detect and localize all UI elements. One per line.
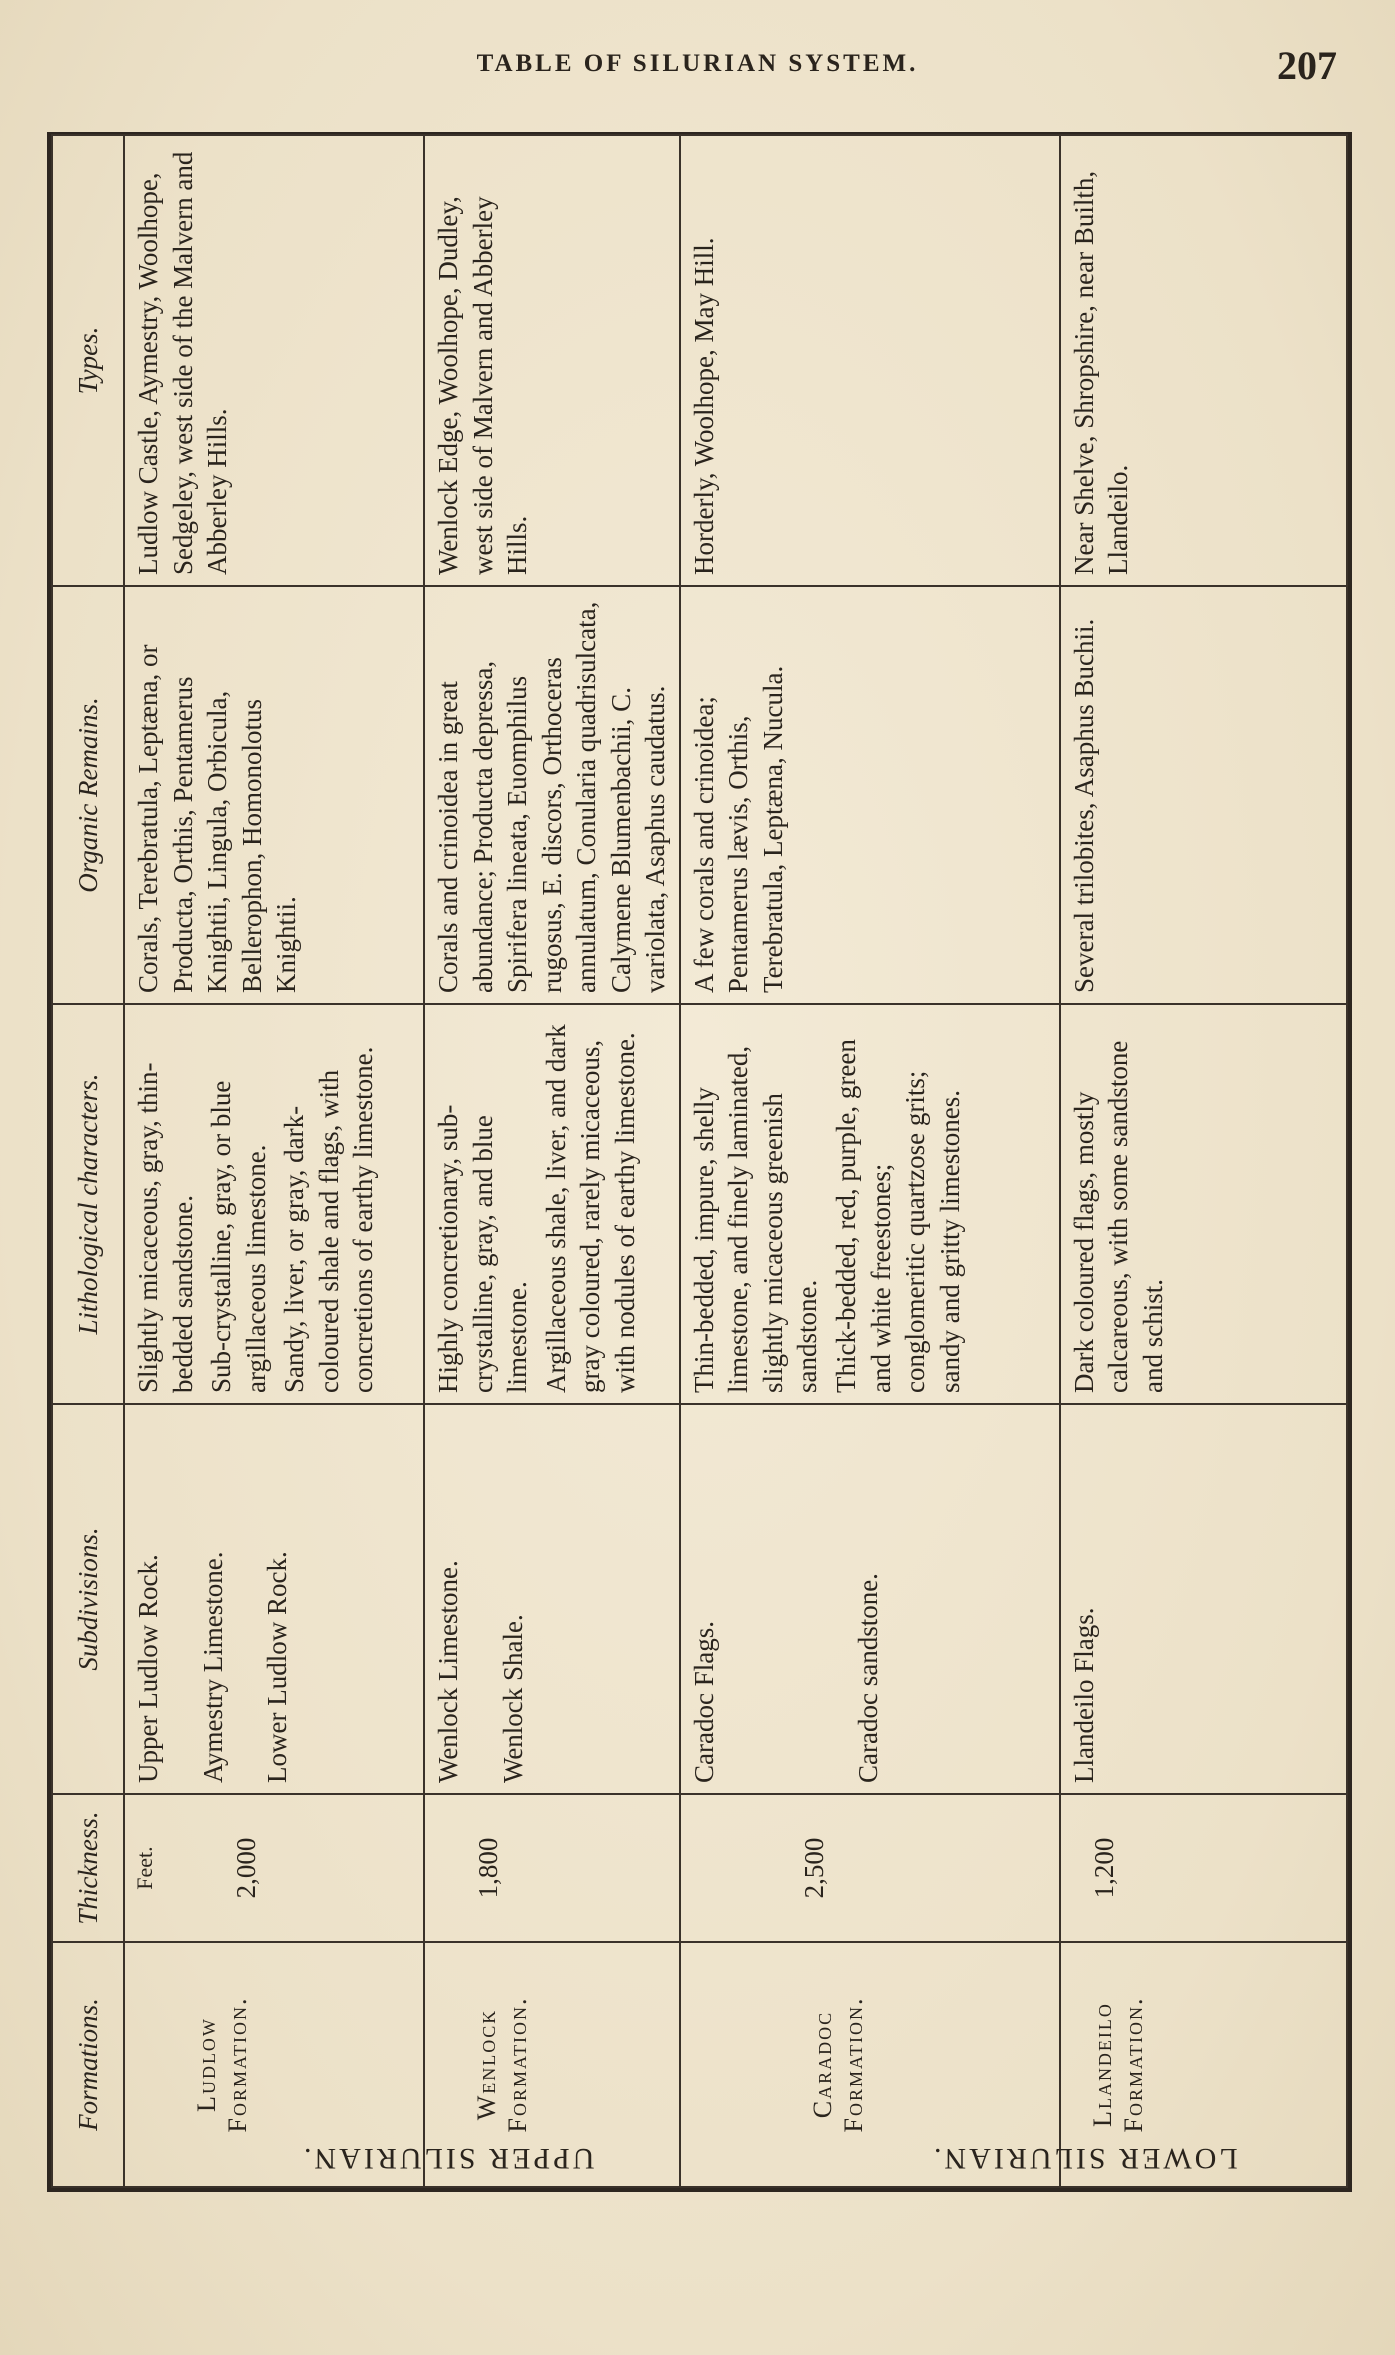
series-label-upper: UPPER SILURIAN. [301, 2142, 595, 2175]
table-row [424, 135, 680, 2187]
subdivision: Aymestry Limestone. [197, 1551, 228, 1783]
subdivision: Caradoc Flags. [688, 1621, 719, 1783]
table-row [680, 135, 1060, 2187]
subdivision: Caradoc sandstone. [853, 1573, 884, 1783]
series-label-lower: LOWER SILURIAN. [931, 2142, 1238, 2175]
formation-name: Caradoc Formation. [807, 1996, 869, 2133]
column-header-thickness: Thickness. [52, 1794, 124, 1942]
lithology-cell [424, 1004, 680, 1404]
lithology-text: Argillaceous shale, liver, and dark gray coloured, rarely micaceous, with nodules of earthy limestone. [540, 1024, 640, 1393]
table-header-row [52, 135, 124, 2187]
silurian-table-frame [47, 132, 1352, 2192]
types-cell: Near Shelve, Shropshire, near Builth, Llandeilo. [1060, 135, 1347, 586]
lithology-cell [680, 1004, 1060, 1404]
column-header-types: Types. [52, 135, 124, 586]
organic-remains-cell: A few corals and crinoidea; Pentamerus lævis, Orthis, Terebratula, Leptæna, Nucula. [680, 586, 1060, 1004]
subdivisions-cell [124, 1404, 424, 1794]
formation-name: Ludlow Formation. [192, 1996, 253, 2133]
rotated-table [51, 136, 1348, 2188]
subdivision: Lower Ludlow Rock. [262, 1551, 293, 1783]
table-row [1060, 135, 1347, 2187]
thickness-cell [424, 1794, 680, 1942]
organic-remains-cell: Corals, Terebratula, Leptæna, or Producta, Orthis, Pentamerus Knightii, Lingula, Orbicula, Bellerophon, Homonolotus Knightii. [124, 586, 424, 1004]
thickness-value: 2,500 [798, 1837, 829, 1899]
page-title: TABLE OF SILURIAN SYSTEM. [476, 50, 919, 77]
column-header-formations: Formations. [52, 1942, 124, 2187]
subdivision: Llandeilo Flags. [1068, 1607, 1099, 1783]
lithology-text: Highly concretionary, sub-crystalline, gray, and blue limestone. [433, 1104, 533, 1393]
lithology-text: Sub-crystalline, gray, or blue argillaceous limestone. [206, 1080, 271, 1393]
subdivision: Upper Ludlow Rock. [133, 1554, 163, 1783]
lithology-text: Thick-bedded, red, purple, green and white freestones; conglomeritic quartzose grits; sandy and gritty limestones. [831, 1039, 965, 1393]
lithology-text: Dark coloured flags, mostly calcareous, with some sandstone and schist. [1068, 1040, 1168, 1393]
types-cell: Ludlow Castle, Aymestry, Woolhope, Sedgeley, west side of the Malvern and Abberley Hills. [124, 135, 424, 586]
thickness-cell [124, 1794, 424, 1942]
lithology-cell [124, 1004, 424, 1404]
thickness-cell [680, 1794, 1060, 1942]
subdivisions-cell [1060, 1404, 1347, 1794]
thickness-value: 1,200 [1088, 1837, 1119, 1899]
subdivisions-cell [680, 1404, 1060, 1794]
silurian-table [51, 134, 1348, 2188]
column-header-lithology: Lithological characters. [52, 1004, 124, 1404]
subdivisions-cell [424, 1404, 680, 1794]
organic-remains-cell: Several trilobites, Asaphus Buchii. [1060, 586, 1347, 1004]
types-cell: Wenlock Edge, Woolhope, Dudley, west side of Malvern and Abberley Hills. [424, 135, 680, 586]
subdivision: Wenlock Shale. [497, 1614, 528, 1783]
thickness-cell [1060, 1794, 1347, 1942]
thickness-value: 2,000 [231, 1837, 262, 1899]
formation-name: Wenlock Formation. [472, 1996, 533, 2133]
thickness-value: 1,800 [473, 1837, 503, 1899]
lithology-text: Sandy, liver, or gray, dark-coloured shale and flags, with concretions of earthy limestone. [279, 1046, 379, 1393]
types-cell: Horderly, Woolhope, May Hill. [680, 135, 1060, 586]
feet-label: Feet. [132, 1846, 157, 1890]
formation-name: Llandeilo Formation. [1087, 1996, 1149, 2133]
table-row [124, 135, 424, 2187]
lithology-text: Thin-bedded, impure, shelly limestone, and finely laminated, slightly micaceous greenish sandstone. [688, 1045, 823, 1393]
organic-remains-cell: Corals and crinoidea in great abundance; Producta depressa, Spirifera lineata, Euomphilus rugosus, E. discors, Orthoceras annulatum, Conularia quadrisulcata, Calymene Blumenbachii, C. variolata, Asaphus caudatus. [424, 586, 680, 1004]
lithology-cell [1060, 1004, 1347, 1404]
subdivision: Wenlock Limestone. [433, 1560, 463, 1783]
column-header-organic-remains: Organic Remains. [52, 586, 124, 1004]
page-number: 207 [1277, 43, 1337, 88]
lithology-text: Slightly micaceous, gray, thin-bedded sandstone. [133, 1062, 198, 1393]
column-header-subdivisions: Subdivisions. [52, 1404, 124, 1794]
